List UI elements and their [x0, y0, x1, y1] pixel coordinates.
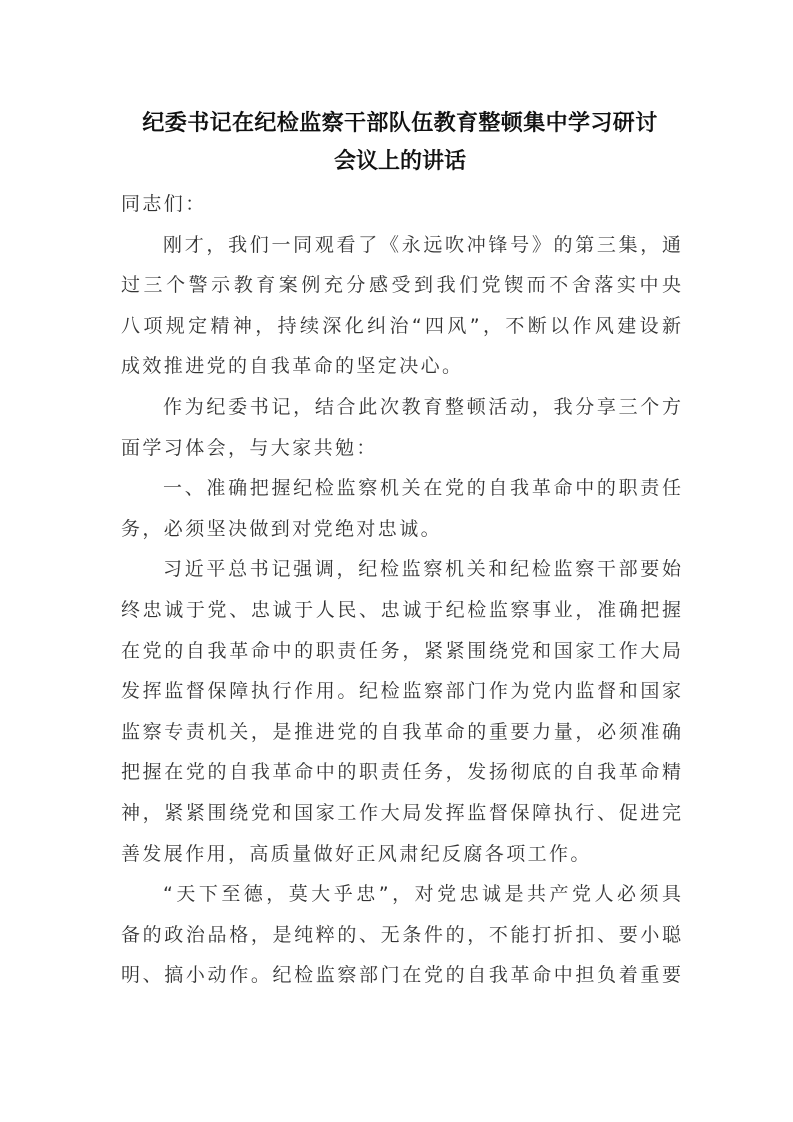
paragraph-line: 善发展作用，高质量做好正风肃纪反腐各项工作。 [121, 842, 592, 865]
paragraph-line: “天下至德，莫大乎忠”，对党忠诚是共产党人必须具 [163, 883, 681, 906]
paragraph-line: 备的政治品格，是纯粹的、无条件的，不能打折扣、要小聪 [121, 923, 681, 946]
paragraph-line: 一、准确把握纪检监察机关在党的自我革命中的职责任 [163, 477, 681, 500]
paragraph-line: 习近平总书记强调，纪检监察机关和纪检监察干部要始 [163, 558, 681, 581]
paragraph-line: 在党的自我革命中的职责任务，紧紧围绕党和国家工作大局 [121, 639, 681, 662]
paragraph-line: 成效推进党的自我革命的坚定决心。 [121, 355, 464, 378]
paragraph-line: 面学习体会，与大家共勉： [121, 436, 378, 459]
paragraph-line: 刚才，我们一同观看了《永远吹冲锋号》的第三集，通 [163, 233, 681, 256]
paragraph-line: 明、搞小动作。纪检监察部门在党的自我革命中担负着重要 [121, 964, 681, 987]
paragraph-line: 发挥监督保障执行作用。纪检监察部门作为党内监督和国家 [121, 680, 681, 703]
paragraph-line: 监察专责机关，是推进党的自我革命的重要力量，必须准确 [121, 720, 681, 743]
paragraph-line: 终忠诚于党、忠诚于人民、忠诚于纪检监察事业，准确把握 [121, 598, 681, 621]
paragraph-line: 把握在党的自我革命中的职责任务，发扬彻底的自我革命精 [121, 761, 681, 784]
title-line-1: 纪委书记在纪检监察干部队伍教育整顿集中学习研讨 [142, 111, 658, 136]
title-line-2: 会议上的讲话 [333, 149, 466, 174]
paragraph-line: 过三个警示教育案例充分感受到我们党锲而不舍落实中央 [121, 274, 681, 297]
paragraph-line: 务，必须坚决做到对党绝对忠诚。 [121, 517, 443, 540]
salutation: 同志们： [121, 193, 207, 215]
paragraph-line: 八项规定精神，持续深化纠治“四风”，不断以作风建设新 [121, 314, 681, 337]
paragraph-line: 神，紧紧围绕党和国家工作大局发挥监督保障执行、促进完 [121, 801, 681, 824]
paragraph-line: 作为纪委书记，结合此次教育整顿活动，我分享三个方 [163, 395, 681, 418]
document-body [121, 184, 681, 996]
